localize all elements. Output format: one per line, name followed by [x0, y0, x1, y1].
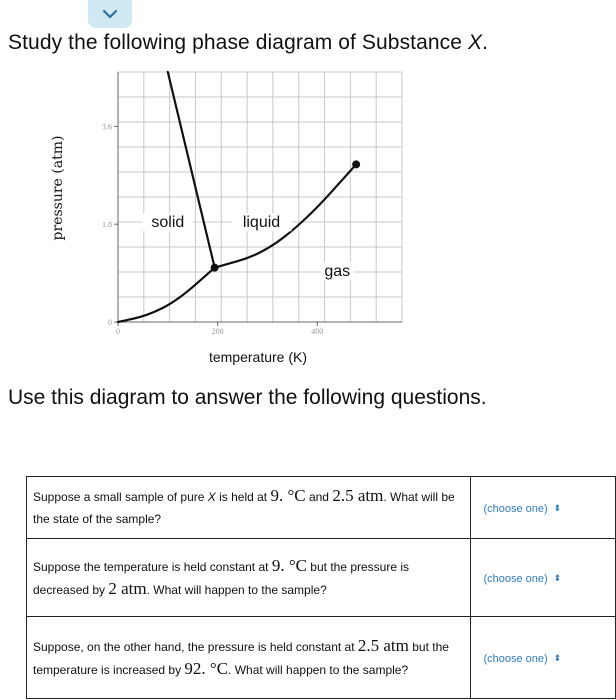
region-label-solid: solid — [151, 214, 185, 232]
y-tick-label: 1.8 — [102, 220, 112, 230]
question-text: Suppose the temperature is held constant at 9. °C but the pressure is decreased by 2 atm. What will happen to the sample? — [27, 539, 471, 617]
x-axis-label: temperature (K) — [208, 349, 308, 365]
answer-cell — [471, 477, 616, 539]
region-label-liquid: liquid — [242, 214, 281, 232]
answer-cell — [471, 539, 616, 617]
phase-diagram — [0, 60, 616, 380]
choose-one-dropdown-3[interactable]: (choose one) ⬍ — [483, 652, 562, 665]
question-row-3 — [27, 617, 616, 699]
choose-one-dropdown-1[interactable]: (choose one) ⬍ — [483, 502, 562, 515]
heading-period: . — [482, 31, 489, 54]
instruction: Use this diagram to answer the following questions. — [8, 386, 487, 409]
choose-one-dropdown-2[interactable]: (choose one) ⬍ — [483, 572, 562, 585]
question-text: Suppose, on the other hand, the pressure is held constant at 2.5 atm but the temperature is increased by 92. °C. What will happen to the sample? — [27, 617, 471, 699]
critical-point — [352, 160, 360, 168]
grid — [118, 72, 402, 322]
x-tick-label: 0 — [116, 327, 120, 336]
solid-gas-boundary-curve — [118, 268, 215, 322]
select-arrows-icon: ⬍ — [553, 503, 562, 513]
x-tick-label: 400 — [311, 327, 324, 336]
axes — [114, 72, 402, 326]
question-text: Suppose a small sample of pure X is held at 9. °C and 2.5 atm. What will be the state of the sample? — [27, 477, 471, 539]
x-tick-label: 200 — [211, 327, 224, 336]
triple-point — [211, 264, 219, 272]
region-label-gas: gas — [324, 263, 351, 281]
heading-text: Study the following phase diagram of Substance — [8, 31, 468, 54]
page-heading — [8, 31, 488, 55]
answer-cell — [471, 617, 616, 699]
question-row-1 — [27, 477, 616, 539]
question-row-2 — [27, 539, 616, 617]
select-arrows-icon: ⬍ — [553, 653, 562, 663]
y-tick-label: 3.6 — [102, 122, 112, 132]
select-arrows-icon: ⬍ — [553, 573, 562, 583]
substance-name: X — [467, 31, 483, 54]
collapse-button[interactable] — [88, 0, 132, 28]
y-axis-label: pressure (atm) — [50, 135, 66, 241]
questions-table — [26, 476, 616, 699]
solid-liquid-boundary-curve — [168, 72, 215, 268]
y-tick-label: 0 — [108, 318, 112, 327]
chevron-down-icon — [102, 9, 118, 19]
